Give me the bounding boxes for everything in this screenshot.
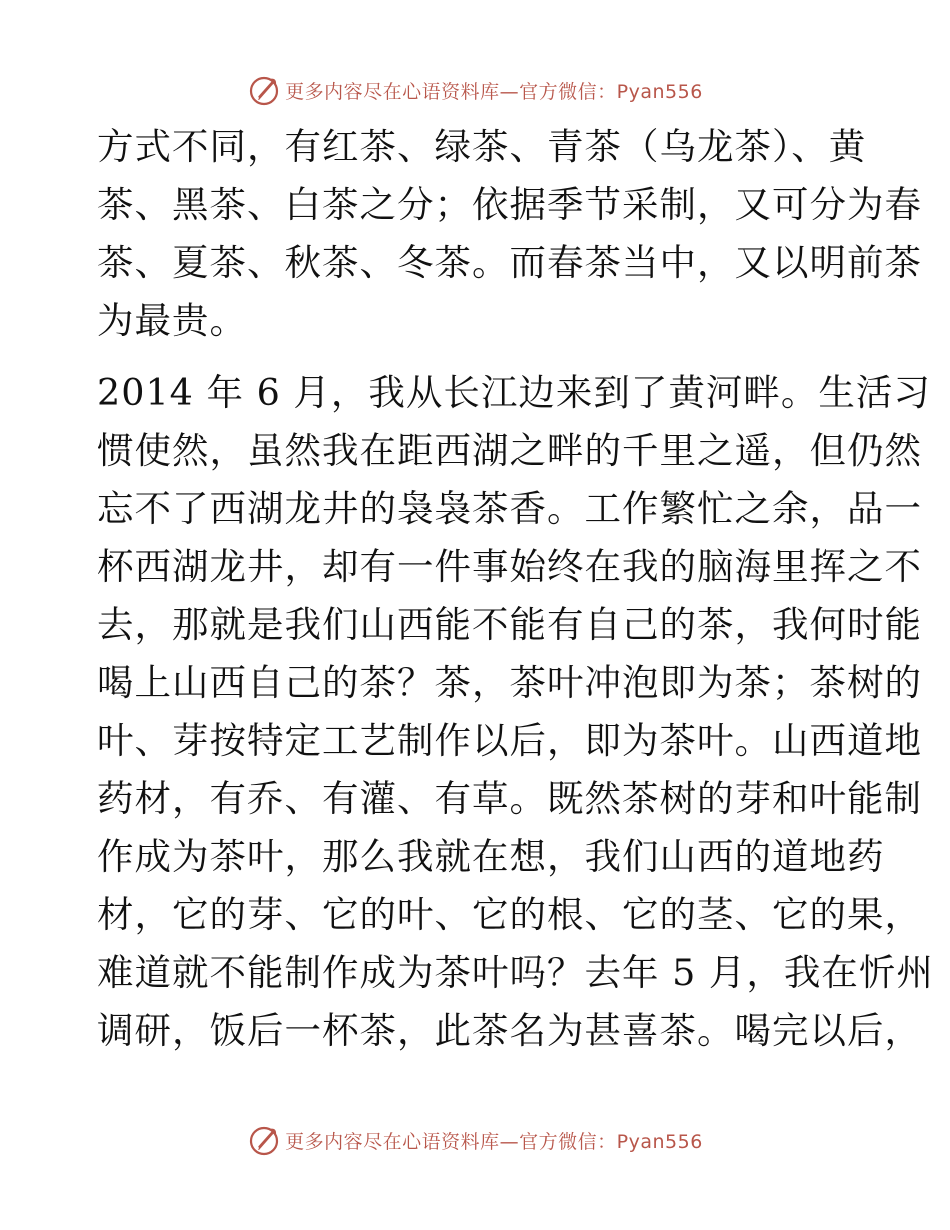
document-body bbox=[97, 118, 934, 1060]
text-line: 难道就不能制作成为茶叶吗？去年 5 月，我在忻州 bbox=[97, 951, 934, 994]
header-banner bbox=[0, 70, 950, 110]
text-line: 方式不同，有红茶、绿茶、青茶（乌龙茶）、黄 bbox=[97, 125, 867, 168]
text-line: 茶、夏茶、秋茶、冬茶。而春茶当中，又以明前茶 bbox=[97, 241, 922, 284]
text-line: 药材，有乔、有灌、有草。既然茶树的芽和叶能制 bbox=[97, 777, 922, 820]
text-line: 惯使然，虽然我在距西湖之畔的千里之遥，但仍然 bbox=[97, 429, 922, 472]
text-line: 杯西湖龙井，却有一件事始终在我的脑海里挥之不 bbox=[97, 545, 922, 588]
quill-pen-circle-icon bbox=[247, 73, 281, 107]
footer-banner bbox=[0, 1120, 950, 1160]
text-line: 去，那就是我们山西能不能有自己的茶，我何时能 bbox=[97, 603, 922, 646]
text-line: 茶、黑茶、白茶之分；依据季节采制，又可分为春 bbox=[97, 183, 922, 226]
text-line: 2014 年 6 月，我从长江边来到了黄河畔。生活习 bbox=[97, 371, 931, 414]
quill-pen-circle-icon bbox=[247, 1123, 281, 1157]
paragraph-1 bbox=[97, 118, 922, 350]
text-line: 为最贵。 bbox=[97, 299, 247, 342]
text-line: 材，它的芽、它的叶、它的根、它的茎、它的果， bbox=[97, 893, 922, 936]
text-line: 忘不了西湖龙井的袅袅茶香。工作繁忙之余，品一 bbox=[97, 487, 922, 530]
paragraph-2 bbox=[97, 364, 934, 1060]
banner-text: 更多内容尽在心语资料库—官方微信：Pyan556 bbox=[285, 1130, 703, 1153]
text-line: 喝上山西自己的茶？茶，茶叶冲泡即为茶；茶树的 bbox=[97, 661, 922, 704]
text-line: 调研，饭后一杯茶，此茶名为甚喜茶。喝完以后， bbox=[97, 1009, 922, 1052]
banner-text: 更多内容尽在心语资料库—官方微信：Pyan556 bbox=[285, 80, 703, 103]
text-line: 叶、芽按特定工艺制作以后，即为茶叶。山西道地 bbox=[97, 719, 922, 762]
text-line: 作成为茶叶，那么我就在想，我们山西的道地药 bbox=[97, 835, 885, 878]
